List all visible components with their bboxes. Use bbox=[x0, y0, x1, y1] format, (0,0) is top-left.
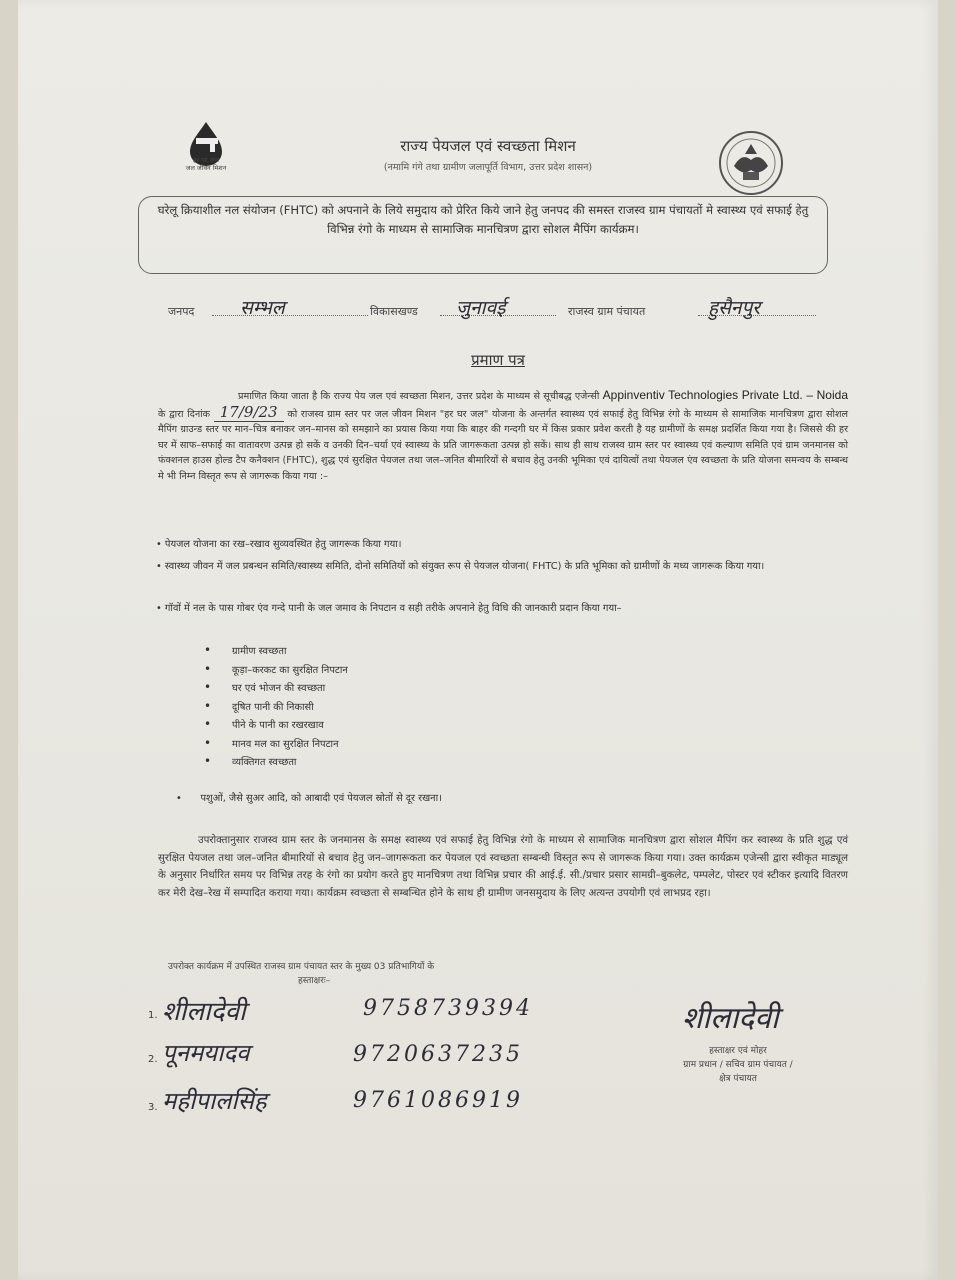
district-label: जनपद bbox=[168, 305, 195, 318]
summary-paragraph: उपरोक्तानुसार राजस्व ग्राम स्तर के जनमानस के समक्ष स्वास्थ्य एवं सफाई हेतु विभिन्न रंगो के माध्यम से सामाजिक मानचित्रण द्वारा सोशल मैपिंग कर स्वास्थ्य के प्रति शुद्ध एवं सुरक्षित पेयजल तथा जल–जनित बीमारियों से बचाव हेतु जन–जागरूकता कर पेयजल एवं स्वच्छता सम्बन्धी विस्तृत रूप से जागरूक किया गया। उक्त कार्यक्रम एजेन्सी द्वारा स्वीकृत माड्यूल के अनुसार निर्धारित समय पर विभिन्न तरह के रंगो का प्रयोग करते हुए मानचित्रण तथा विभिन्न प्रचार की आई.ई. सी./प्रचार प्रसार सामग्री–बुकलेट, पम्पलेट, पोस्टर एवं स्टीकर इत्यादि वितरण कर मेरी देख–रेख में सम्पादित कराया गया। कार्यक्रम स्वच्छता से सम्बन्धित होने के साथ ही ग्रामीण जनसमुदाय के लिए अत्यन्त उपयोगी एवं लाभप्रद रहा। bbox=[158, 835, 848, 899]
list-item: • कूड़ा–करकट का सुरक्षित निपटान bbox=[204, 663, 604, 682]
panchayat-label: राजस्व ग्राम पंचायत bbox=[568, 305, 646, 318]
list-item: • व्यक्तिगत स्वच्छता bbox=[204, 755, 604, 774]
pradhan-signature: शीलादेवी bbox=[682, 1001, 779, 1036]
header-subtitle: (नमामि गंगे तथा ग्रामीण जलापूर्ति विभाग, उत्तर प्रदेश शासन) bbox=[383, 162, 593, 173]
date-prefix: के द्वारा दिनांक bbox=[158, 408, 211, 420]
participant-2-phone: 9720637235 bbox=[353, 1042, 523, 1067]
participant-3-num: 3. bbox=[148, 1102, 158, 1113]
participant-1-name: शीलादेवी bbox=[162, 997, 246, 1027]
participant-1-num: 1. bbox=[148, 1010, 158, 1021]
block-value: जुनावई bbox=[456, 297, 506, 319]
participant-2-name: पूनमयादव bbox=[162, 1039, 250, 1067]
document-page bbox=[18, 0, 938, 1280]
participants-intro bbox=[168, 960, 588, 988]
district-line bbox=[212, 314, 368, 316]
bullet-3-text: गॉवों में नल के पास गोबर एंव गन्दे पानी के जल जमाव के निपटान व सही तरीके अपनाने हेतु विधि की जानकारी प्रदान किया गया– bbox=[164, 603, 622, 614]
bullet-2: • स्वास्थ्य जीवन में जल प्रबन्धन समिति/स्वास्थ्य समिति, दोनो समितियों को संयुक्त रूप से पेयजल योजना( FHTC) के प्रति भूमिका को ग्रामीणों के मध्य जागरूक किया गया। bbox=[156, 561, 765, 572]
block-label: विकासखण्ड bbox=[370, 305, 418, 318]
up-emblem-icon bbox=[708, 128, 794, 198]
participants-sign-label: हस्ताक्षरः– bbox=[298, 976, 331, 986]
logo-left-title: हर घर जल bbox=[193, 156, 219, 164]
list-item: • पीने के पानी का रखरखाव bbox=[204, 718, 604, 737]
participant-3-name: महीपालसिंह bbox=[162, 1087, 267, 1115]
para1-lead: प्रमाणित किया जाता है कि राज्य पेय जल एवं स्वच्छता मिशन, उत्तर प्रदेश के माध्यम से सूचीबद्ध एजेन्सी bbox=[238, 391, 600, 402]
header-title: राज्य पेयजल एवं स्वच्छता मिशन bbox=[400, 137, 576, 155]
logo-left-subtitle: जल जीवन मिशन bbox=[185, 164, 227, 172]
location-fields bbox=[168, 297, 868, 336]
program-info-box: घरेलू क्रियाशील नल संयोजन (FHTC) को अपनाने के लिये समुदाय को प्रेरित किये जाने हेतु जनपद की समस्त राजस्व ग्राम पंचायतों मे स्वास्थ्य एवं सफाई हेतु विभिन्न रंगो के माध्यम से सामाजिक मानचित्रण द्वारा सोशल मैपिंग कार्यक्रम। bbox=[138, 196, 828, 274]
signatory-line-3: क्षेत्र पंचायत bbox=[719, 1074, 757, 1084]
participants-intro-text: उपरोक्त कार्यक्रम में उपस्थित राजस्व ग्राम पंचायत स्तर के मुख्य 03 प्रतिभागियों के bbox=[168, 962, 435, 972]
participant-2-num: 2. bbox=[148, 1054, 158, 1065]
participants-list bbox=[148, 992, 628, 1132]
district-value: सम्भल bbox=[240, 297, 285, 319]
bullet-1-text: पेयजल योजना का रख–रखाव सुव्यवस्थित हेतु जागरूक किया गया। bbox=[164, 539, 402, 550]
bullet-2-text: स्वास्थ्य जीवन में जल प्रबन्धन समिति/स्वास्थ्य समिति, दोनो समितियों को संयुक्त रूप से पेयजल योजना( FHTC) के प्रति भूमिका को ग्रामीणों के मध्य जागरूक किया गया। bbox=[164, 561, 765, 572]
participant-1-phone: 9758739394 bbox=[363, 996, 533, 1021]
bullet-3: • गॉवों में नल के पास गोबर एंव गन्दे पानी के जल जमाव के निपटान व सही तरीके अपनाने हेतु विधि की जानकारी प्रदान किया गया– bbox=[156, 603, 622, 614]
animals-bullet: • पशुओं, जैसे सुअर आदि, को आबादी एवं पेयजल स्रोतों से दूर रखना। bbox=[176, 793, 442, 804]
logo-left-caption bbox=[166, 156, 246, 172]
har-ghar-jal-logo-icon bbox=[176, 118, 236, 184]
hygiene-topics-list bbox=[204, 644, 604, 774]
list-item: • दूषित पानी की निकासी bbox=[204, 700, 604, 719]
signatory-line-1: हस्ताक्षर एवं मोहर bbox=[709, 1046, 767, 1056]
para1-rest: को राजस्व ग्राम स्तर पर जल जीवन मिशन "हर घर जल" योजना के अन्तर्गत स्वास्थ्य एवं सफाई हेतु विभिन्न रंगो के माध्यम से सामाजिक मानचित्रण द्वारा सोशल मैपिंग ग्राउन्ड स्तर पर मान–चित्र बनाकर जन–मानस को समझाने का प्रयास किया गया कि बाहर की गन्दगी घर में किस प्रकार प्रवेश करती है यह ग्रामीणों के समक्ष प्रदर्शित किया गया है। जिससे की हर घर में साफ–सफाई का वातावरण उत्पन्न हो सकें व उनकी दिन–चर्या एवं स्वास्थ्य के प्रति जागरूकता उत्पन्न हो सकें। साथ ही साथ राजस्व ग्राम स्तर पर स्वास्थ्य एवं कल्याण समिति एवं ग्राम जनमानस को फंक्शनल हाउस होल्ड टैप कनैक्शन (FHTC), शुद्ध एवं सुरक्षित पेयजल तथा जल–जनित बीमारियों से बचाव हेतु उनकी भूमिका एवं दायित्वों तथा पेयजल एंव स्वच्छता के प्रति योजना समन्वय के सम्बन्ध मे भी निम्न विस्तृत रूप से जागरूक किया गया :– bbox=[158, 408, 848, 482]
list-item: • मानव मल का सुरक्षित निपटान bbox=[204, 737, 604, 756]
list-item: • घर एवं भोजन की स्वच्छता bbox=[204, 681, 604, 700]
certificate-title: प्रमाण पत्र bbox=[471, 351, 525, 369]
program-date: 17/9/23 bbox=[214, 403, 284, 422]
signatory-block bbox=[638, 1044, 838, 1086]
participant-3-phone: 9761086919 bbox=[353, 1088, 523, 1113]
bullet-1: • पेयजल योजना का रख–रखाव सुव्यवस्थित हेतु जागरूक किया गया। bbox=[156, 539, 402, 550]
certificate-paragraph bbox=[158, 388, 848, 485]
animals-bullet-text: पशुओं, जैसे सुअर आदि, को आबादी एवं पेयजल स्रोतों से दूर रखना। bbox=[200, 793, 442, 804]
agency-name: Appinventiv Technologies Private Ltd. – Noida bbox=[602, 388, 848, 402]
signatory-line-2: ग्राम प्रधान / सचिव ग्राम पंचायत / bbox=[683, 1060, 793, 1070]
list-item: • ग्रामीण स्वच्छता bbox=[204, 644, 604, 663]
panchayat-value: हुसैनपुर bbox=[708, 297, 761, 319]
